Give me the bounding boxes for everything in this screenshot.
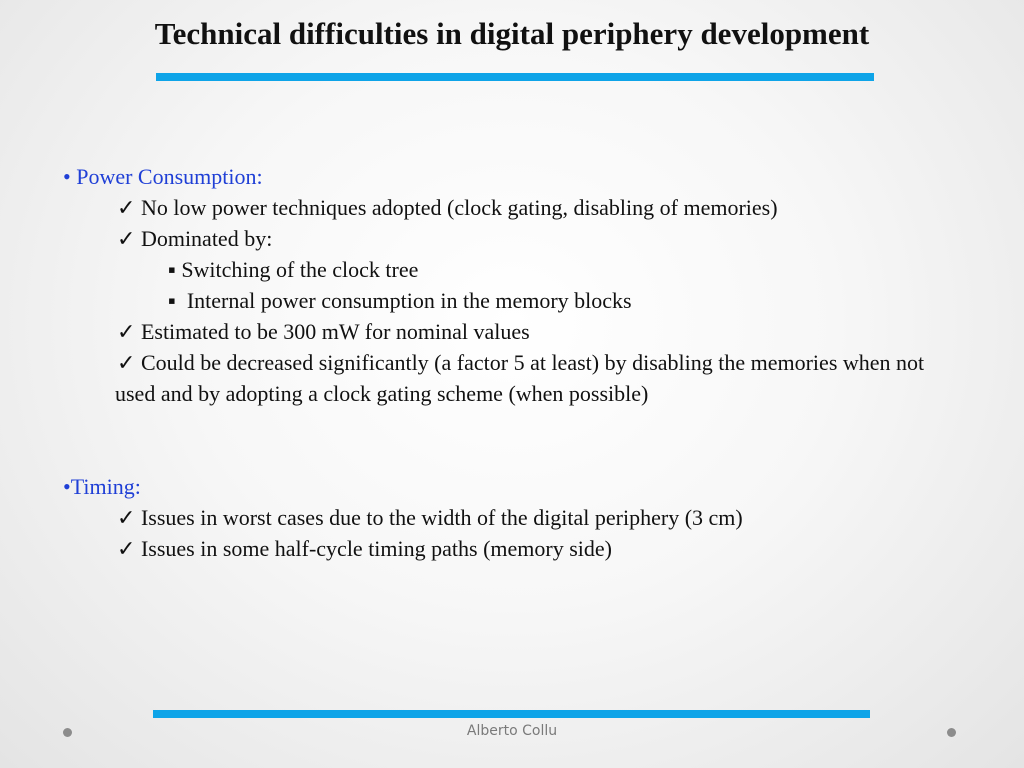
checkmark-icon: ✓ <box>117 195 136 220</box>
square-bullet-icon: ▪ <box>168 257 176 282</box>
list-item <box>117 316 530 347</box>
timing-heading <box>63 471 141 502</box>
dominated-by-text: Dominated by: <box>140 226 273 251</box>
could-decrease-text: Could be decreased significantly (a factor 5 at least) by disabling the memories when not used and by adopting a clock gating scheme (when possible) <box>115 350 925 406</box>
square-bullet-icon: ▪ <box>168 288 176 313</box>
list-item <box>117 533 612 564</box>
checkmark-icon: ✓ <box>117 226 136 251</box>
list-item <box>117 223 272 254</box>
timing-bullet: • <box>63 474 71 499</box>
timing-heading-text: Timing: <box>70 474 141 499</box>
memory-blocks-text: Internal power consumption in the memory blocks <box>186 288 632 313</box>
power-heading-text: Power Consumption: <box>76 164 263 189</box>
slide-title: Technical difficulties in digital periphery development <box>154 16 870 51</box>
footer-author: Alberto Collu <box>466 723 558 739</box>
sub-list-item <box>168 285 632 316</box>
clock-tree-text: Switching of the clock tree <box>181 257 419 282</box>
list-item <box>117 192 778 223</box>
checkmark-icon: ✓ <box>117 319 136 344</box>
timing-issue-1-text: Issues in worst cases due to the width of the digital periphery (3 cm) <box>140 505 743 530</box>
title-underline <box>156 73 874 81</box>
no-low-power-text: No low power techniques adopted (clock gating, disabling of memories) <box>140 195 778 220</box>
checkmark-icon: ✓ <box>117 350 136 375</box>
list-item <box>115 347 945 409</box>
timing-issue-2-text: Issues in some half-cycle timing paths (memory side) <box>140 536 612 561</box>
power-bullet: • <box>63 164 71 189</box>
footer-rule <box>153 710 870 718</box>
footer-dot-right-icon <box>947 728 956 737</box>
power-consumption-heading <box>63 161 263 192</box>
list-item <box>117 502 743 533</box>
checkmark-icon: ✓ <box>117 505 136 530</box>
estimated-text: Estimated to be 300 mW for nominal values <box>140 319 530 344</box>
checkmark-icon: ✓ <box>117 536 136 561</box>
sub-list-item <box>168 254 418 285</box>
